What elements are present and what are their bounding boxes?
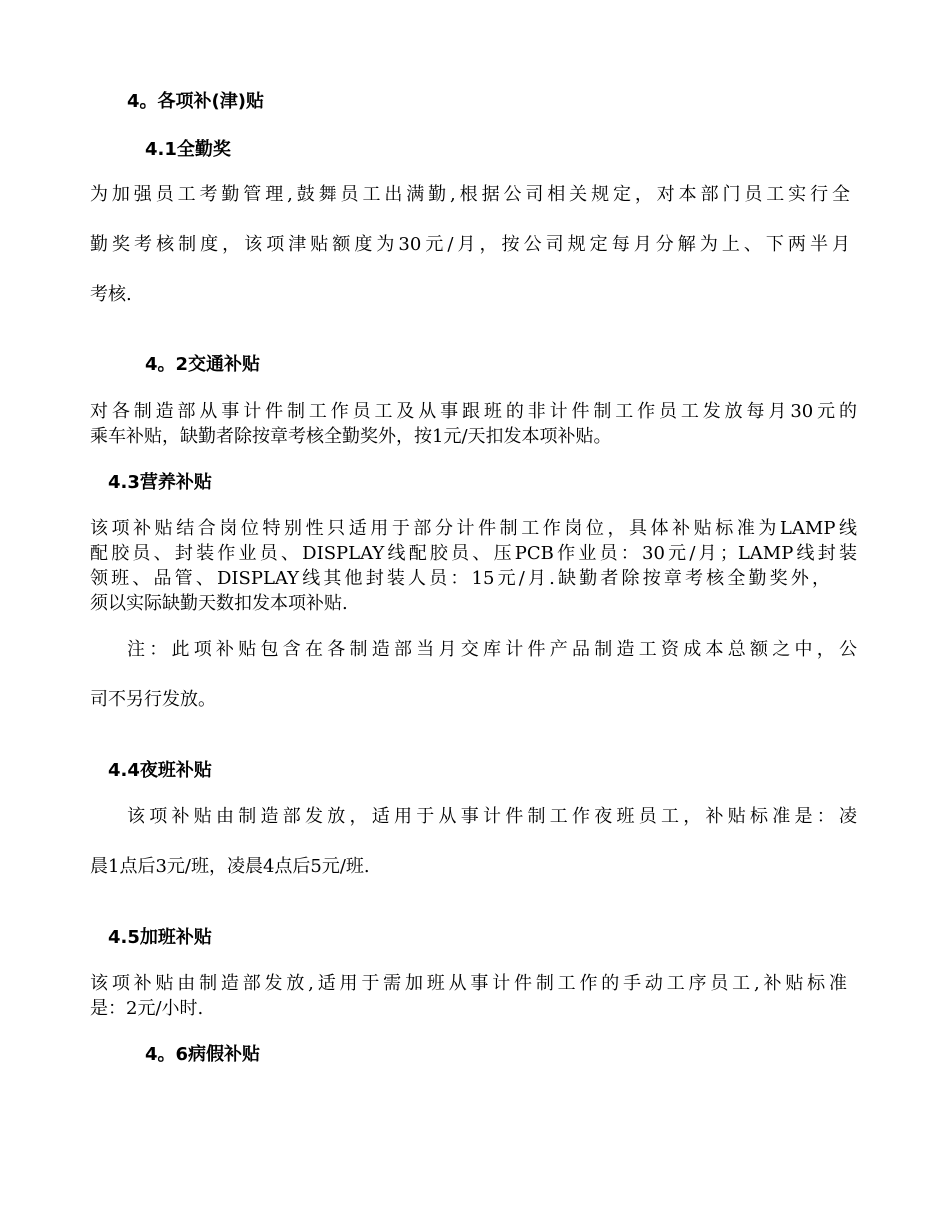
heading-full-attendance: 4.1全勤奖 <box>145 139 231 160</box>
note-line: 司不另行发放。 <box>90 689 216 710</box>
heading-night-shift: 4.4夜班补贴 <box>108 760 212 781</box>
paragraph-line: 勤奖考核制度，该项津贴额度为30元/月，按公司规定每月分解为上、下两半月 <box>90 234 850 255</box>
paragraph-line: 晨1点后3元/班，凌晨4点后5元/班. <box>90 856 370 877</box>
paragraph-line: 是：2元/小时. <box>90 998 204 1019</box>
paragraph-line: 配胶员、封装作业员、DISPLAY线配胶员、压PCB作业员：30元/月；LAMP线封装 <box>90 543 857 564</box>
heading-nutrition: 4.3营养补贴 <box>108 472 212 493</box>
paragraph-line: 须以实际缺勤天数扣发本项补贴. <box>90 593 348 614</box>
section-title: 4。各项补(津)贴 <box>127 91 264 112</box>
paragraph-line: 为加强员工考勤管理,鼓舞员工出满勤,根据公司相关规定，对本部门员工实行全 <box>90 184 850 205</box>
paragraph-line: 对各制造部从事计件制工作员工及从事跟班的非计件制工作员工发放每月30元的 <box>90 401 857 422</box>
paragraph-line: 考核. <box>90 284 132 305</box>
paragraph-line: 领班、品管、DISPLAY线其他封装人员：15元/月.缺勤者除按章考核全勤奖外， <box>90 568 830 589</box>
heading-sick-leave: 4。6病假补贴 <box>145 1044 261 1065</box>
paragraph-line: 该项补贴结合岗位特别性只适用于部分计件制工作岗位，具体补贴标准为LAMP线 <box>90 518 857 539</box>
heading-overtime: 4.5加班补贴 <box>108 927 212 948</box>
paragraph-line: 乘车补贴，缺勤者除按章考核全勤奖外，按1元/天扣发本项补贴。 <box>90 426 612 447</box>
paragraph-line: 该项补贴由制造部发放,适用于需加班从事计件制工作的手动工序员工,补贴标准 <box>90 973 847 994</box>
paragraph-line: 该项补贴由制造部发放，适用于从事计件制工作夜班员工，补贴标准是：凌 <box>127 806 857 827</box>
heading-transport: 4。2交通补贴 <box>145 354 261 375</box>
note-line: 注：此项补贴包含在各制造部当月交库计件产品制造工资成本总额之中，公 <box>127 639 857 660</box>
